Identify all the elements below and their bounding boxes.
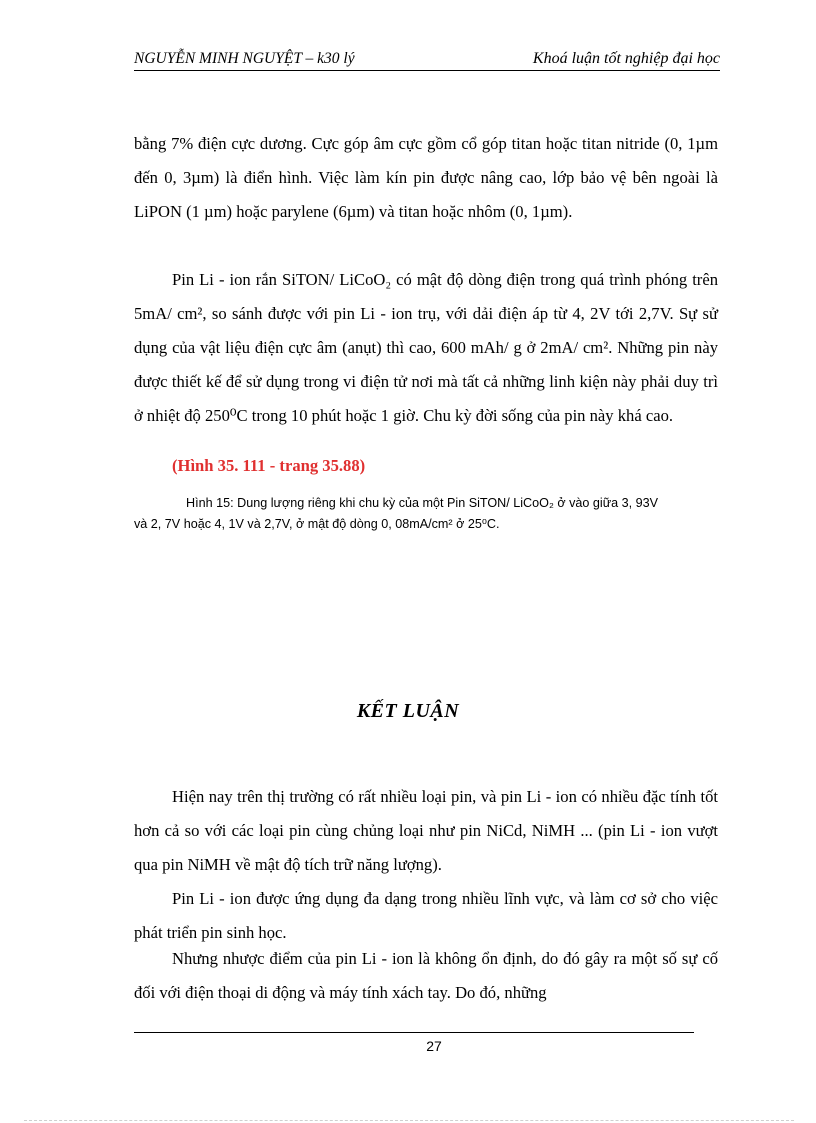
page-bottom-border <box>24 1120 794 1121</box>
paragraph-text: Pin Li - ion được ứng dụng đa dạng trong nhiều lĩnh vực, và làm cơ sở cho việc phát triển pin sinh học. <box>134 889 718 942</box>
body-paragraph-1 <box>134 127 718 229</box>
body-paragraph-5 <box>134 942 718 1010</box>
body-paragraph-2 <box>134 263 718 433</box>
body-paragraph-4 <box>134 882 718 950</box>
reference-text: Hình 35. 111 - trang 35.88 <box>177 456 360 475</box>
paragraph-text: bằng 7% điện cực dương. Cực góp âm cực gồm cổ góp titan hoặc titan nitride (0, 1µm đến 0, 3µm) là điển hình. Việc làm kín pin được nâng cao, lớp bảo vệ bên ngoài là LiPON (1 µm) hoặc parylene (6µm) và titan hoặc nhôm (0, 1µm). <box>134 134 718 221</box>
page-header <box>134 48 720 71</box>
footer-divider <box>134 1032 694 1033</box>
header-title: Khoá luận tốt nghiệp đại học <box>532 50 720 67</box>
caption-line-1: Hình 15: Dung lượng riêng khi chu kỳ của một Pin SiTON/ LiCoO₂ ở vào giữa 3, 93V <box>186 496 659 510</box>
section-heading: KẾT LUẬN <box>356 700 460 722</box>
paragraph-text: Hiện nay trên thị trường có rất nhiều loại pin, và pin Li - ion có nhiều đặc tính tốt hơn cả so với các loại pin cùng chủng loại như pin NiCd, NiMH ... (pin Li - ion vượt qua pin NiMH về mật độ tích trữ năng lượng). <box>134 787 718 874</box>
figure-caption <box>134 493 718 535</box>
paragraph-text: Pin Li - ion rắn SiTON/ LiCoO₂ có mật độ dòng điện trong quá trình phóng trên 5mA/ cm², so sánh được với pin Li - ion trụ, với dải điện áp từ 4, 2V tới 2,7V. Sự sử dụng của vật liệu điện cực âm (anụt) thì cao, 600 mAh/ g ở 2mA/ cm². Những pin này được thiết kế để sử dụng trong vi điện tử nơi mà tất cả những linh kiện này phải duy trì ở nhiệt độ 250⁰C trong 10 phút hoặc 1 giờ. Chu kỳ đời sống của pin này khá cao. <box>134 270 718 425</box>
figure-reference <box>172 456 365 476</box>
caption-line-2: và 2, 7V hoặc 4, 1V và 2,7V, ở mật độ dòng 0, 08mA/cm² ở 25⁰C. <box>134 517 500 531</box>
reference-open: ( <box>172 456 178 475</box>
body-paragraph-3 <box>134 780 718 882</box>
page-number: 27 <box>426 1038 442 1054</box>
paragraph-text: Nhưng nhược điểm của pin Li - ion là không ổn định, do đó gây ra một số sự cố đối với điện thoại di động và máy tính xách tay. Do đó, những <box>134 949 718 1002</box>
reference-close: ) <box>359 456 366 475</box>
header-author: NGUYỄN MINH NGUYỆT – k30 lý <box>134 50 355 67</box>
